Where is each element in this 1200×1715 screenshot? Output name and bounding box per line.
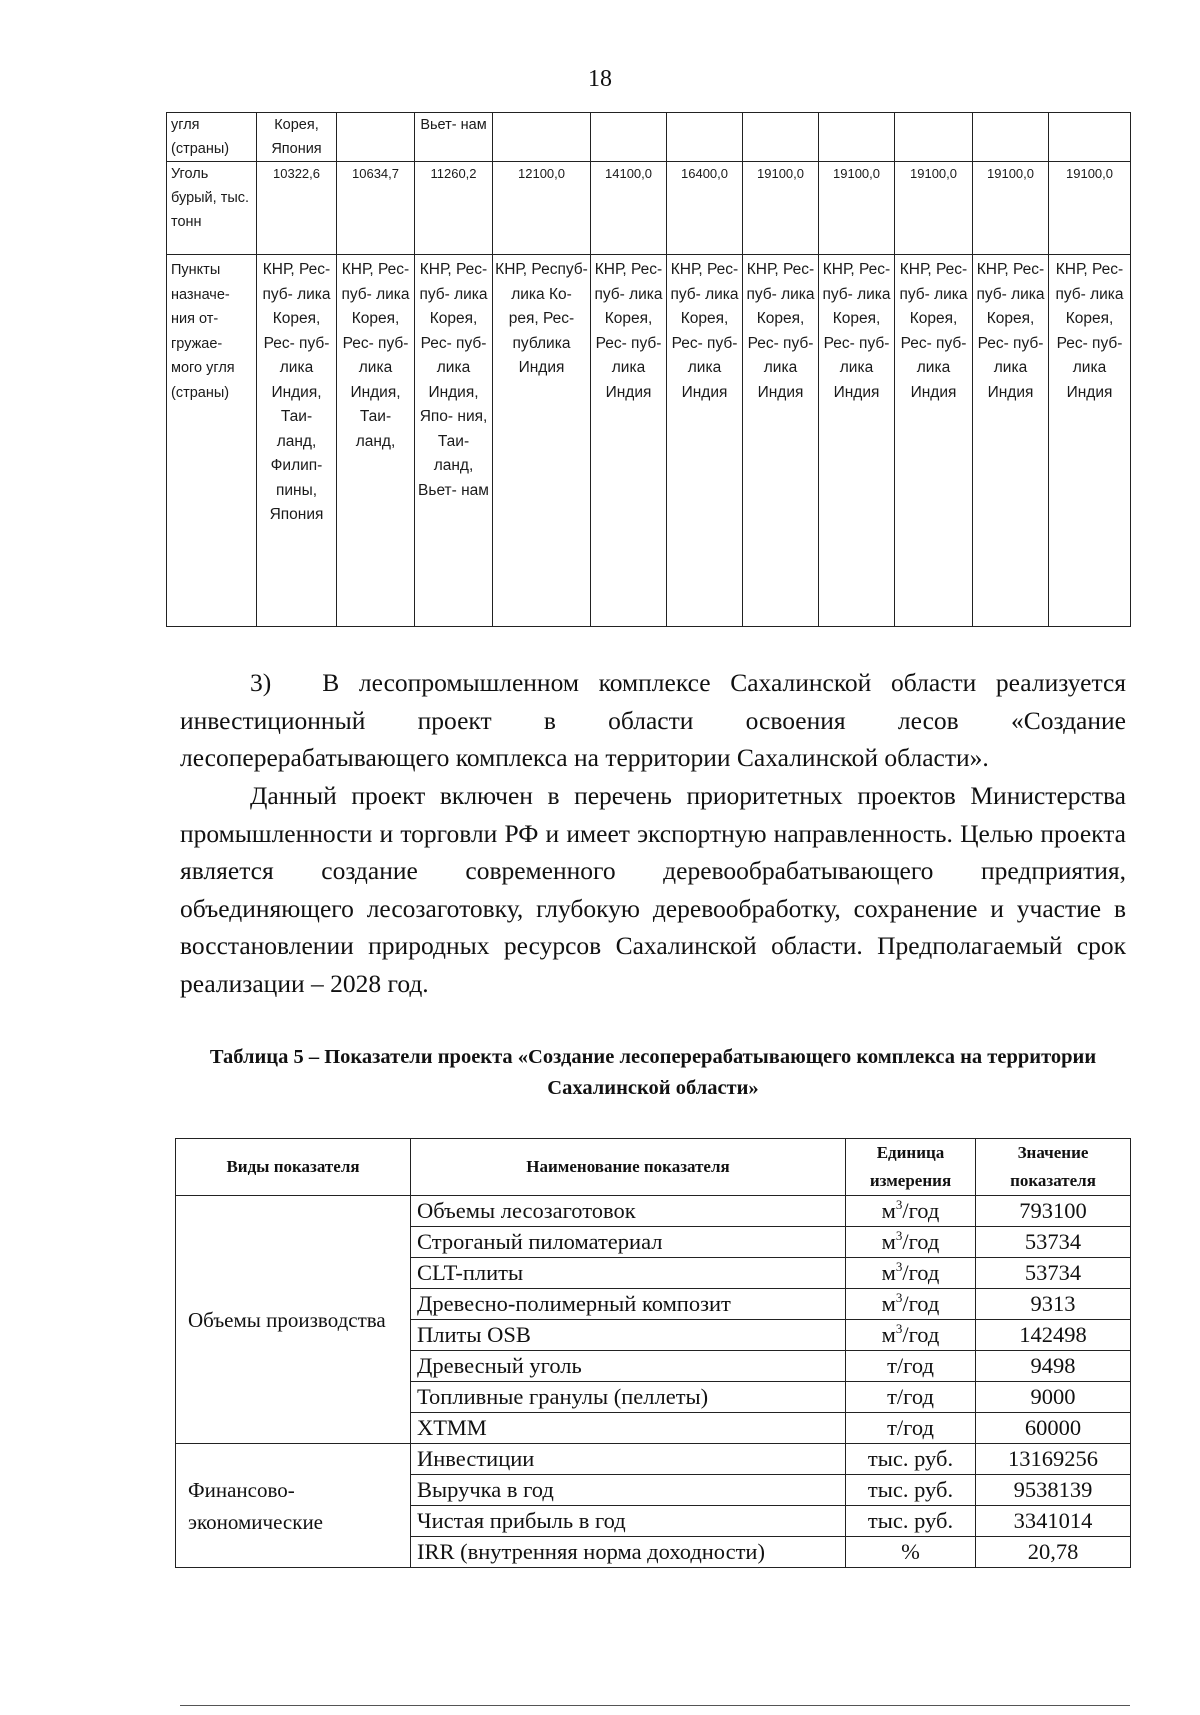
table-cell xyxy=(743,113,819,162)
indicator-unit xyxy=(846,1413,976,1444)
indicator-value: 9498 xyxy=(976,1351,1131,1382)
unit-base: м xyxy=(881,1260,896,1285)
indicator-name: Строганый пиломатериал xyxy=(411,1227,846,1258)
indicator-unit xyxy=(846,1537,976,1568)
unit-base: т/год xyxy=(887,1384,934,1409)
indicator-name: Выручка в год xyxy=(411,1475,846,1506)
indicator-value: 9313 xyxy=(976,1289,1131,1320)
table-row xyxy=(167,162,1131,255)
table-cell: 11260,2 xyxy=(415,162,493,255)
table-row xyxy=(176,1196,1131,1227)
column-header: Виды показателя xyxy=(176,1139,411,1196)
row-label: угля (страны) xyxy=(167,113,257,162)
table-cell xyxy=(895,113,973,162)
unit-superscript: 3 xyxy=(895,1197,903,1212)
row-label: Уголь бурый, тыс. тонн xyxy=(167,162,257,255)
table-cell: 19100,0 xyxy=(1049,162,1131,255)
unit-base: м xyxy=(881,1229,896,1254)
table-header-row xyxy=(176,1139,1131,1196)
indicator-value: 53734 xyxy=(976,1258,1131,1289)
indicator-value: 60000 xyxy=(976,1413,1131,1444)
table-cell xyxy=(1049,113,1131,162)
table-cell: КНР, Рес- пуб- лика Корея, Рес- пуб- лика Индия, Таи- ланд, Филип- пины, Япония xyxy=(257,255,337,627)
table-cell: КНР, Рес- пуб- лика Корея, Рес- пуб- лика Индия xyxy=(895,255,973,627)
table-cell: 19100,0 xyxy=(743,162,819,255)
table-cell xyxy=(819,113,895,162)
indicator-name: Топливные гранулы (пеллеты) xyxy=(411,1382,846,1413)
indicator-name: ХТММ xyxy=(411,1413,846,1444)
unit-base: м xyxy=(881,1198,896,1223)
unit-base: тыс. руб. xyxy=(867,1477,954,1502)
indicator-value: 13169256 xyxy=(976,1444,1131,1475)
indicator-unit xyxy=(846,1351,976,1382)
unit-base: т/год xyxy=(887,1415,934,1440)
indicator-unit xyxy=(846,1320,976,1351)
indicator-unit xyxy=(846,1227,976,1258)
table-cell: 10322,6 xyxy=(257,162,337,255)
unit-rest: /год xyxy=(902,1291,940,1316)
table-cell: 19100,0 xyxy=(895,162,973,255)
column-header: Единица измерения xyxy=(846,1139,976,1196)
paragraph-project xyxy=(180,777,1126,1002)
unit-superscript: 3 xyxy=(895,1259,903,1274)
table-row xyxy=(167,255,1131,627)
table-cell: КНР, Рес- пуб- лика Корея, Рес- пуб- лика Индия, Таи- ланд, xyxy=(337,255,415,627)
indicator-unit xyxy=(846,1444,976,1475)
indicator-unit xyxy=(846,1289,976,1320)
table-cell: Корея, Япония xyxy=(257,113,337,162)
paragraph-text: Данный проект включен в перечень приоритетных проектов Министерства промышленности и торговли РФ и имеет экспортную направленность. Целью проекта является создание современного деревообрабатывающего предприятия, объединяющего лесозаготовку, глубокую деревообработку, сохранение и участие в восстановлении природных ресурсов Сахалинской области. Предполагаемый срок реализации – 2028 год. xyxy=(180,781,1126,998)
table-cell: КНР, Рес- пуб- лика Корея, Рес- пуб- лика Индия, Япо- ния, Таи- ланд, Вьет- нам xyxy=(415,255,493,627)
indicator-group: Финансово-экономические xyxy=(176,1444,411,1568)
page-number: 18 xyxy=(588,66,612,92)
indicator-unit xyxy=(846,1382,976,1413)
table-cell xyxy=(973,113,1049,162)
table-cell: 16400,0 xyxy=(667,162,743,255)
indicator-unit xyxy=(846,1196,976,1227)
table-cell: 19100,0 xyxy=(973,162,1049,255)
indicator-unit xyxy=(846,1506,976,1537)
unit-superscript: 3 xyxy=(895,1321,903,1336)
table-cell: КНР, Респуб- лика Ко- рея, Рес- публика Индия xyxy=(493,255,591,627)
table-cell xyxy=(493,113,591,162)
indicator-value: 20,78 xyxy=(976,1537,1131,1568)
unit-base: м xyxy=(881,1322,896,1347)
table-cell: КНР, Рес- пуб- лика Корея, Рес- пуб- лика Индия xyxy=(1049,255,1131,627)
unit-rest: /год xyxy=(902,1322,940,1347)
row-label: Пункты назначе- ния от- гружае- мого угля (страны) xyxy=(167,255,257,627)
table-cell: КНР, Рес- пуб- лика Корея, Рес- пуб- лика Индия xyxy=(667,255,743,627)
indicator-name: Древесно-полимерный композит xyxy=(411,1289,846,1320)
indicator-value: 9000 xyxy=(976,1382,1131,1413)
indicator-name: Инвестиции xyxy=(411,1444,846,1475)
unit-base: т/год xyxy=(887,1353,934,1378)
indicator-value: 53734 xyxy=(976,1227,1131,1258)
table-cell: КНР, Рес- пуб- лика Корея, Рес- пуб- лика Индия xyxy=(591,255,667,627)
table-cell xyxy=(591,113,667,162)
table-cell xyxy=(337,113,415,162)
indicator-unit xyxy=(846,1475,976,1506)
unit-rest: /год xyxy=(902,1260,940,1285)
page-bottom-rule xyxy=(180,1705,1130,1706)
table-cell: КНР, Рес- пуб- лика Корея, Рес- пуб- лика Индия xyxy=(819,255,895,627)
unit-superscript: 3 xyxy=(895,1228,903,1243)
indicator-name: Чистая прибыль в год xyxy=(411,1506,846,1537)
table-cell: 12100,0 xyxy=(493,162,591,255)
indicator-value: 9538139 xyxy=(976,1475,1131,1506)
unit-superscript: 3 xyxy=(895,1290,903,1305)
paragraph-text: 3) В лесопромышленном комплексе Сахалинской области реализуется инвестиционный проект в области освоения лесов «Создание лесоперерабатывающего комплекса на территории Сахалинской области». xyxy=(180,668,1126,772)
table-caption: Таблица 5 – Показатели проекта «Создание лесоперерабатывающего комплекса на территории Сахалинской области» xyxy=(209,1046,1097,1099)
column-header: Значение показателя xyxy=(976,1139,1131,1196)
indicator-name: IRR (внутренняя норма доходности) xyxy=(411,1537,846,1568)
table-cell xyxy=(667,113,743,162)
coal-export-table xyxy=(166,112,1131,627)
indicator-name: Плиты OSB xyxy=(411,1320,846,1351)
indicator-name: CLT-плиты xyxy=(411,1258,846,1289)
indicator-value: 793100 xyxy=(976,1196,1131,1227)
indicator-group: Объемы производства xyxy=(176,1196,411,1444)
indicator-value: 3341014 xyxy=(976,1506,1131,1537)
table-cell: 10634,7 xyxy=(337,162,415,255)
indicator-name: Древесный уголь xyxy=(411,1351,846,1382)
indicator-value: 142498 xyxy=(976,1320,1131,1351)
table-row xyxy=(167,113,1131,162)
table-cell: КНР, Рес- пуб- лика Корея, Рес- пуб- лика Индия xyxy=(743,255,819,627)
unit-rest: /год xyxy=(902,1198,940,1223)
indicator-unit xyxy=(846,1258,976,1289)
table-cell: 14100,0 xyxy=(591,162,667,255)
table-cell: 19100,0 xyxy=(819,162,895,255)
table-cell: КНР, Рес- пуб- лика Корея, Рес- пуб- лика Индия xyxy=(973,255,1049,627)
unit-base: тыс. руб. xyxy=(867,1446,954,1471)
indicator-name: Объемы лесозаготовок xyxy=(411,1196,846,1227)
unit-base: тыс. руб. xyxy=(867,1508,954,1533)
unit-rest: /год xyxy=(902,1229,940,1254)
project-indicators-table xyxy=(175,1138,1131,1568)
column-header: Наименование показателя xyxy=(411,1139,846,1196)
paragraph-intro xyxy=(180,664,1126,777)
unit-base: % xyxy=(901,1539,920,1564)
table-cell: Вьет- нам xyxy=(415,113,493,162)
unit-base: м xyxy=(881,1291,896,1316)
table-row xyxy=(176,1444,1131,1475)
